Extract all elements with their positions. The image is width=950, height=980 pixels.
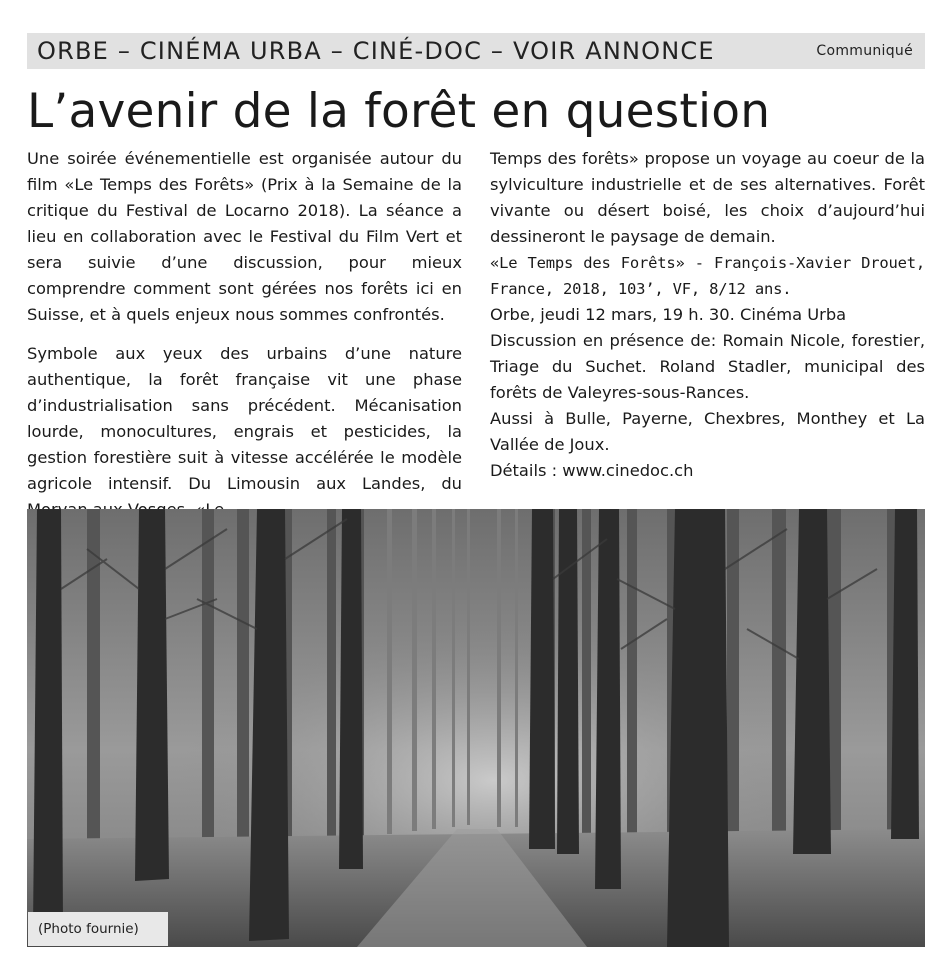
article-column-left (27, 146, 462, 523)
article-column-right (490, 146, 925, 484)
film-credit-text: «Le Temps des Forêts» - François-Xavier Drouet, France, 2018, 103’, VF, 8/12 ans. (490, 254, 925, 298)
details-link[interactable]: Détails : www.cinedoc.ch (490, 461, 694, 480)
discussion-info: Discussion en présence de: Romain Nicole, forestier, Triage du Suchet. Roland Stadler, municipal des forêts de Valeyres-sous-Rances. (490, 331, 925, 402)
section-kicker: ORBE – CINÉMA URBA – CINÉ-DOC – VOIR ANNONCE (37, 37, 715, 65)
forest-photo-image (27, 509, 925, 947)
article-type-tag: Communiqué (816, 43, 913, 59)
photo-caption: (Photo fournie) (28, 912, 168, 946)
film-credit (490, 250, 925, 302)
article-headline: L’avenir de la forêt en question (27, 84, 771, 139)
forest-photo (27, 509, 925, 947)
paragraph-continuation: Temps des forêts» propose un voyage au coeur de la sylviculture industrielle et de ses alternatives. Forêt vivante ou désert boisé, les choix d’aujourd’hui dessineront le paysage de demain. (490, 149, 925, 246)
paragraph-intro: Une soirée événementielle est organisée autour du film «Le Temps des Forêts» (Prix à la Semaine de la critique du Festival de Locarno 2018). La séance a lieu en collaboration avec le Festival du Film Vert et sera suivie d’une discussion, pour mieux comprendre comment sont gérées nos forêts ici en Suisse, et à quels enjeux nous sommes confrontés. (27, 149, 462, 324)
screening-info: Orbe, jeudi 12 mars, 19 h. 30. Cinéma Urba (490, 305, 847, 324)
section-header-bar (27, 33, 925, 69)
other-venues-info: Aussi à Bulle, Payerne, Chexbres, Monthey et La Vallée de Joux. (490, 409, 925, 454)
paragraph-symbol: Symbole aux yeux des urbains d’une nature authentique, la forêt française vit une phase d’industrialisation sans précédent. Mécanisation lourde, monocultures, engrais et pesticides, la gestion forestière suit à vitesse accélérée le modèle agricole intensif. Du Limousin aux Landes, du (27, 344, 462, 493)
